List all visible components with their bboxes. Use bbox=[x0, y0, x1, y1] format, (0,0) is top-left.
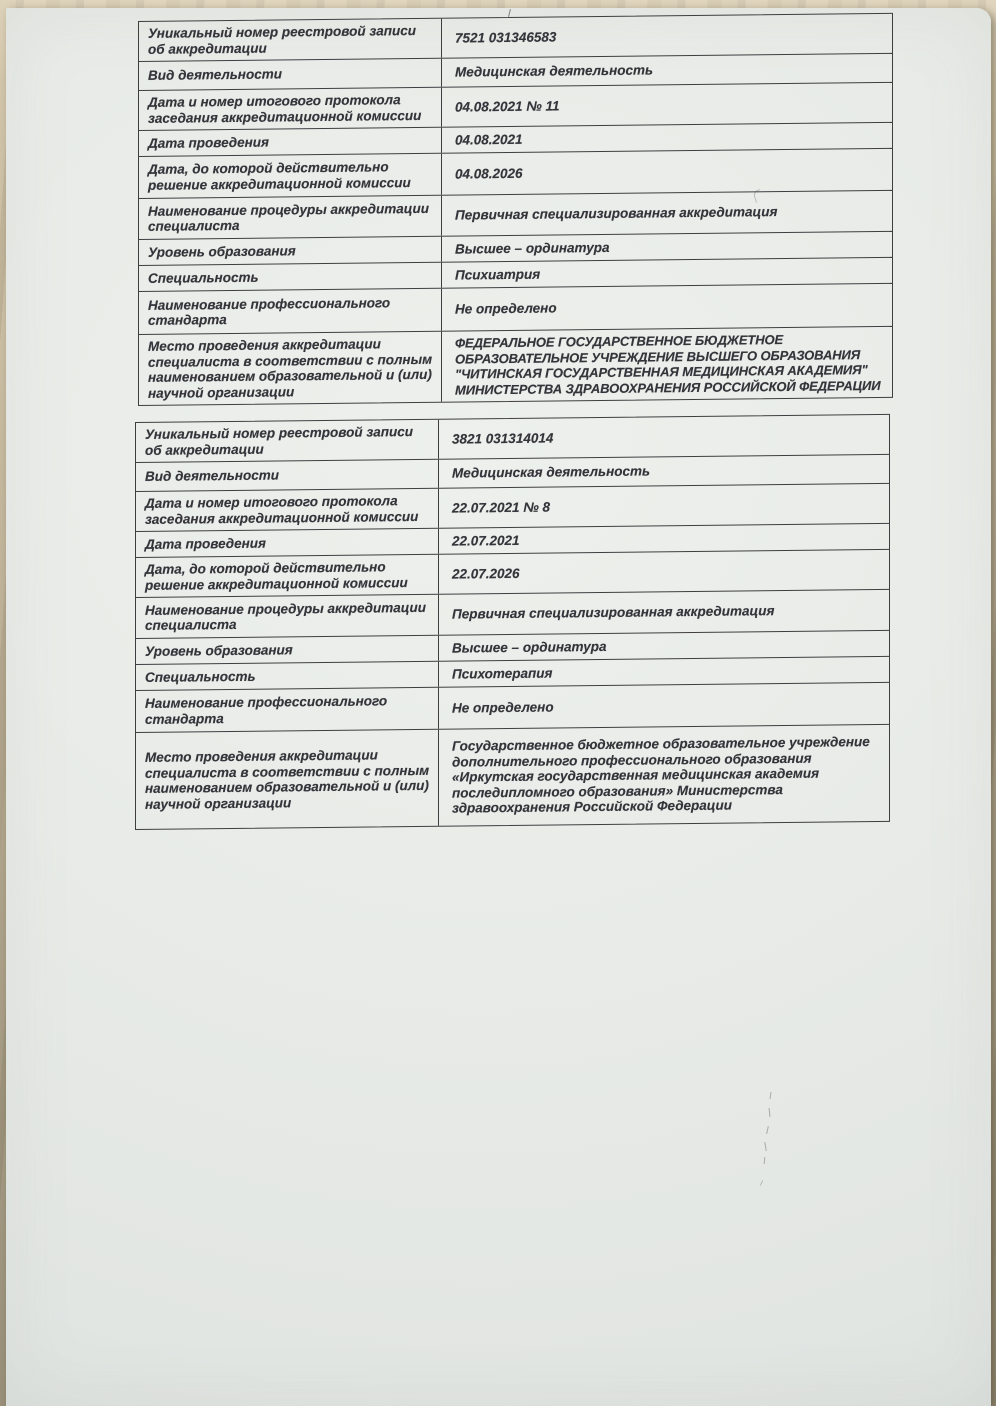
row-value: 04.08.2021 № 11 bbox=[455, 98, 560, 115]
row-value: Не определено bbox=[452, 699, 554, 716]
row-value: Первичная специализированная аккредитация bbox=[452, 603, 775, 622]
accreditation-table-1 bbox=[138, 13, 893, 406]
row-label: Специальность bbox=[136, 662, 439, 690]
row-label: Дата и номер итогового протокола заседания аккредитационной комиссии bbox=[139, 88, 442, 130]
row-label: Наименование процедуры аккредитации специалиста bbox=[139, 196, 442, 239]
row-value: Психотерапия bbox=[452, 665, 553, 682]
row-label: Специальность bbox=[139, 263, 442, 291]
row-label: Уровень образования bbox=[139, 237, 442, 265]
row-value: 3821 031314014 bbox=[452, 430, 554, 447]
row-label: Вид деятельности bbox=[136, 460, 439, 491]
row-label: Уровень образования bbox=[136, 636, 439, 664]
row-label: Дата, до которой действительно решение аккредитационной комиссии bbox=[139, 154, 442, 198]
row-value: ФЕДЕРАЛЬНОЕ ГОСУДАРСТВЕННОЕ БЮДЖЕТНОЕ ОБРАЗОВАТЕЛЬНОЕ УЧРЕЖДЕНИЕ ВЫСШЕГО ОБРАЗОВАНИЯ "ЧИТИНСКАЯ ГОСУДАРСТВЕННАЯ МЕДИЦИНСКАЯ АКАДЕМИЯ" МИНИСТЕРСТВА ЗДРАВООХРАНЕНИЯ РОССИЙСКОЙ ФЕДЕРАЦИИ bbox=[455, 332, 881, 398]
row-label: Уникальный номер реестровой записи об аккредитации bbox=[136, 420, 439, 462]
row-value: 04.08.2026 bbox=[455, 165, 523, 182]
row-value: Медицинская деятельность bbox=[452, 463, 650, 481]
row-value: Государственное бюджетное образовательное учреждение дополнительного профессионального образования «Иркутская государственная медицинская академия последипломного образования» Министерства здравоохранения Российской Федерации bbox=[452, 734, 870, 816]
row-value: 22.07.2026 bbox=[452, 565, 520, 582]
row-value: 04.08.2021 bbox=[455, 131, 523, 148]
row-value: 22.07.2021 bbox=[452, 532, 520, 549]
row-value: Не определено bbox=[455, 300, 557, 317]
row-label: Место проведения аккредитации специалиста в соответствии с полным наименованием образовательной и (или) научной организации bbox=[139, 332, 442, 405]
row-value: 7521 031346583 bbox=[455, 29, 557, 46]
row-label: Вид деятельности bbox=[139, 59, 442, 90]
row-value: 22.07.2021 № 8 bbox=[452, 499, 551, 516]
document-content bbox=[138, 13, 893, 830]
table-row bbox=[136, 725, 889, 829]
row-value: Медицинская деятельность bbox=[455, 62, 653, 80]
accreditation-table-2 bbox=[135, 414, 890, 830]
row-label: Дата проведения bbox=[136, 529, 439, 557]
row-label: Наименование профессионального стандарта bbox=[136, 688, 439, 732]
row-value: Первичная специализированная аккредитация bbox=[455, 204, 778, 223]
row-label: Дата и номер итогового протокола заседания аккредитационной комиссии bbox=[136, 489, 439, 531]
row-label: Наименование процедуры аккредитации специалиста bbox=[136, 595, 439, 638]
row-label: Место проведения аккредитации специалиста в соответствии с полным наименованием образовательной и (или) научной организации bbox=[136, 730, 439, 829]
row-value: Высшее – ординатура bbox=[452, 638, 607, 656]
row-label: Дата, до которой действительно решение аккредитационной комиссии bbox=[136, 555, 439, 597]
row-label: Дата проведения bbox=[139, 128, 442, 156]
row-value: Психиатрия bbox=[455, 266, 541, 283]
row-label: Уникальный номер реестровой записи об аккредитации bbox=[139, 19, 442, 61]
row-label: Наименование профессионального стандарта bbox=[139, 289, 442, 334]
row-value: Высшее – ординатура bbox=[455, 239, 610, 257]
table-row bbox=[139, 327, 892, 405]
